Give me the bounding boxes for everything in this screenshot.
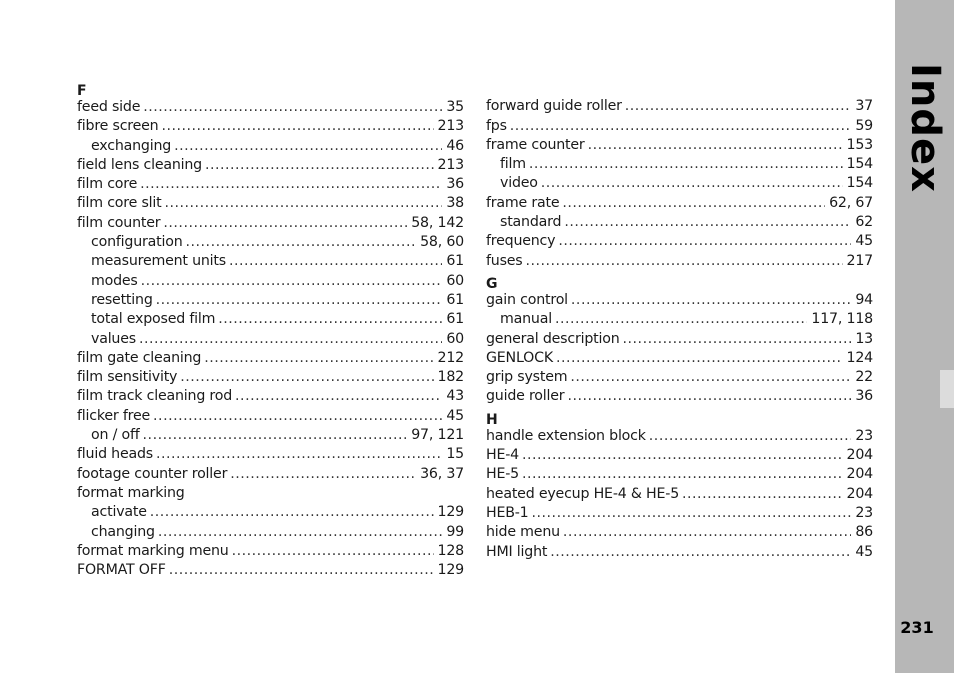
entry-term: HE-5 bbox=[486, 466, 519, 483]
dot-leader bbox=[555, 310, 807, 329]
entry-page: 99 bbox=[446, 523, 464, 540]
dot-leader bbox=[550, 543, 851, 562]
index-entry bbox=[486, 330, 873, 349]
index-entry bbox=[77, 349, 464, 368]
entry-term: film bbox=[500, 156, 526, 173]
entry-page: 36 bbox=[855, 388, 873, 405]
entry-term: film sensitivity bbox=[77, 369, 178, 386]
entry-page: 97, 121 bbox=[411, 427, 464, 444]
dot-leader bbox=[623, 330, 852, 349]
entry-page: 13 bbox=[855, 330, 873, 347]
index-subentry bbox=[77, 503, 464, 522]
index-entry bbox=[77, 175, 464, 194]
entry-term: format marking menu bbox=[77, 542, 229, 559]
dot-leader bbox=[230, 465, 416, 484]
entry-page: 60 bbox=[446, 272, 464, 289]
entry-page: 45 bbox=[855, 233, 873, 250]
dot-leader bbox=[532, 504, 852, 523]
dot-leader bbox=[541, 174, 843, 193]
dot-leader bbox=[529, 155, 843, 174]
entry-page: 60 bbox=[446, 330, 464, 347]
index-subentry bbox=[486, 213, 873, 232]
entry-term: film gate cleaning bbox=[77, 349, 202, 366]
dot-leader bbox=[567, 387, 851, 406]
entry-term: heated eyecup HE-4 & HE-5 bbox=[486, 485, 680, 502]
dot-leader bbox=[510, 117, 852, 136]
index-entry bbox=[486, 485, 873, 504]
index-subentry bbox=[77, 137, 464, 156]
index-entry bbox=[77, 117, 464, 136]
dot-leader bbox=[235, 387, 442, 406]
entry-page: 154 bbox=[846, 156, 873, 173]
entry-page: 128 bbox=[437, 542, 464, 559]
index-entry bbox=[486, 194, 873, 213]
entry-page: 58, 142 bbox=[411, 214, 464, 231]
dot-leader bbox=[153, 407, 442, 426]
entry-page: 153 bbox=[846, 136, 873, 153]
entry-page: 45 bbox=[446, 407, 464, 424]
entry-page: 154 bbox=[846, 175, 873, 192]
entry-page: 23 bbox=[855, 427, 873, 444]
entry-page: 86 bbox=[855, 524, 873, 541]
index-subentry bbox=[77, 233, 464, 252]
index-entry bbox=[486, 523, 873, 542]
entry-term: fuses bbox=[486, 252, 523, 269]
entry-page: 45 bbox=[855, 543, 873, 560]
entry-page: 62 bbox=[855, 214, 873, 231]
dot-leader bbox=[526, 252, 843, 271]
entry-term: fibre screen bbox=[77, 118, 159, 135]
entry-page: 61 bbox=[446, 311, 464, 328]
entry-term: measurement units bbox=[91, 253, 226, 270]
dot-leader bbox=[570, 368, 851, 387]
dot-leader bbox=[143, 98, 442, 117]
entry-term: video bbox=[500, 175, 538, 192]
dot-leader bbox=[564, 213, 851, 232]
entry-term: modes bbox=[91, 272, 138, 289]
dot-leader bbox=[163, 214, 407, 233]
entry-term: exchanging bbox=[91, 137, 172, 154]
entry-page: 38 bbox=[446, 195, 464, 212]
index-subentry bbox=[77, 252, 464, 271]
entry-page: 204 bbox=[846, 447, 873, 464]
index-entry bbox=[486, 349, 873, 368]
entry-term: on / off bbox=[91, 427, 140, 444]
entry-page: 213 bbox=[437, 156, 464, 173]
entry-term: feed side bbox=[77, 99, 141, 115]
entry-term: fps bbox=[486, 117, 507, 134]
entry-term: values bbox=[91, 330, 136, 347]
entry-page: 22 bbox=[855, 369, 873, 386]
index-entry bbox=[77, 214, 464, 233]
entry-term: activate bbox=[91, 504, 147, 521]
entry-term: frequency bbox=[486, 233, 556, 250]
entry-term: film counter bbox=[77, 214, 161, 231]
dot-leader bbox=[141, 272, 443, 291]
dot-leader bbox=[682, 485, 842, 504]
dot-leader bbox=[522, 465, 843, 484]
entry-page: 61 bbox=[446, 253, 464, 270]
entry-page: 23 bbox=[855, 504, 873, 521]
entry-term: HEB-1 bbox=[486, 504, 529, 521]
dot-leader bbox=[563, 523, 851, 542]
dot-leader bbox=[229, 252, 442, 271]
entry-page: 61 bbox=[446, 291, 464, 308]
dot-leader bbox=[140, 175, 442, 194]
entry-term: gain control bbox=[486, 291, 568, 308]
index-entry bbox=[77, 542, 464, 561]
index-entry bbox=[486, 543, 873, 562]
dot-leader bbox=[186, 233, 417, 252]
dot-leader bbox=[165, 194, 443, 213]
dot-leader bbox=[169, 561, 434, 580]
entry-page: 204 bbox=[846, 485, 873, 502]
dot-leader bbox=[232, 542, 434, 561]
entry-term: field lens cleaning bbox=[77, 156, 202, 173]
index-entry bbox=[486, 465, 873, 484]
entry-term: footage counter roller bbox=[77, 465, 228, 482]
entry-term: HMI light bbox=[486, 543, 548, 560]
index-subentry bbox=[77, 310, 464, 329]
index-subentry bbox=[77, 426, 464, 445]
entry-page: 129 bbox=[437, 504, 464, 521]
index-entry bbox=[486, 291, 873, 310]
index-entry bbox=[77, 98, 464, 117]
dot-leader bbox=[139, 330, 442, 349]
entry-page: 117, 118 bbox=[811, 311, 873, 328]
entry-page: 15 bbox=[446, 446, 464, 463]
entry-page: 212 bbox=[437, 349, 464, 366]
index-entry bbox=[486, 117, 873, 136]
entry-term: fluid heads bbox=[77, 446, 153, 463]
entry-term: frame counter bbox=[486, 136, 585, 153]
index-subentry bbox=[486, 174, 873, 193]
dot-leader bbox=[558, 232, 851, 251]
dot-leader bbox=[174, 137, 442, 156]
entry-term: GENLOCK bbox=[486, 349, 553, 366]
entry-term: configuration bbox=[91, 234, 183, 251]
entry-term: HE-4 bbox=[486, 447, 519, 464]
index-subentry bbox=[77, 330, 464, 349]
dot-leader bbox=[218, 310, 442, 329]
index-entry bbox=[77, 156, 464, 175]
section-tab bbox=[940, 370, 954, 408]
dot-leader bbox=[180, 368, 433, 387]
entry-page: 36, 37 bbox=[420, 465, 464, 482]
entry-term: standard bbox=[500, 214, 562, 231]
entry-term: resetting bbox=[91, 291, 153, 308]
index-entry bbox=[77, 484, 464, 503]
dot-leader bbox=[588, 136, 843, 155]
entry-term: changing bbox=[91, 523, 155, 540]
index-entry bbox=[486, 387, 873, 406]
index-entry bbox=[77, 194, 464, 213]
section-letter: G bbox=[486, 275, 498, 292]
index-title-text: Index bbox=[901, 63, 948, 193]
entry-page: 213 bbox=[437, 118, 464, 135]
index-entry bbox=[486, 232, 873, 251]
entry-page: 58, 60 bbox=[420, 234, 464, 251]
dot-leader bbox=[625, 97, 852, 116]
section-letter: F bbox=[77, 83, 87, 99]
entry-term: film track cleaning rod bbox=[77, 388, 233, 405]
index-entry bbox=[77, 561, 464, 580]
entry-page: 62, 67 bbox=[829, 194, 873, 211]
index-subentry bbox=[486, 310, 873, 329]
entry-term: flicker free bbox=[77, 407, 151, 424]
index-entry bbox=[486, 427, 873, 446]
index-subentry bbox=[77, 272, 464, 291]
index-subentry bbox=[77, 523, 464, 542]
dot-leader bbox=[156, 445, 442, 464]
dot-leader bbox=[158, 523, 443, 542]
entry-page: 182 bbox=[437, 369, 464, 386]
entry-term: grip system bbox=[486, 369, 568, 386]
dot-leader bbox=[571, 291, 851, 310]
blank-line bbox=[486, 78, 873, 97]
index-entry bbox=[486, 97, 873, 116]
index-entry bbox=[77, 445, 464, 464]
entry-page: 43 bbox=[446, 388, 464, 405]
index-entry bbox=[77, 465, 464, 484]
index-column-left bbox=[77, 78, 464, 580]
entry-page: 37 bbox=[855, 98, 873, 115]
index-column-right bbox=[486, 78, 873, 562]
entry-page: 35 bbox=[446, 99, 464, 115]
entry-page: 204 bbox=[846, 466, 873, 483]
index-entry bbox=[486, 446, 873, 465]
index-entry bbox=[486, 136, 873, 155]
entry-term: manual bbox=[500, 311, 552, 328]
entry-page: 94 bbox=[855, 291, 873, 308]
entry-term: forward guide roller bbox=[486, 98, 622, 115]
index-subentry bbox=[77, 291, 464, 310]
page-number: 231 bbox=[900, 618, 934, 637]
entry-page: 124 bbox=[846, 349, 873, 366]
dot-leader bbox=[161, 117, 433, 136]
index-entry bbox=[77, 407, 464, 426]
dot-leader bbox=[204, 349, 433, 368]
index-entry bbox=[486, 252, 873, 271]
index-entry bbox=[486, 504, 873, 523]
section-letter: H bbox=[486, 411, 498, 428]
dot-leader bbox=[556, 349, 843, 368]
index-entry bbox=[77, 387, 464, 406]
entry-page: 217 bbox=[846, 252, 873, 269]
entry-term: total exposed film bbox=[91, 311, 216, 328]
dot-leader bbox=[143, 426, 408, 445]
index-title bbox=[895, 0, 954, 200]
entry-term: format marking bbox=[77, 484, 185, 501]
entry-term: FORMAT OFF bbox=[77, 562, 166, 579]
index-entry bbox=[486, 368, 873, 387]
entry-term: frame rate bbox=[486, 194, 560, 211]
entry-page: 129 bbox=[437, 562, 464, 579]
dot-leader bbox=[649, 427, 852, 446]
entry-page: 36 bbox=[446, 176, 464, 193]
index-subentry bbox=[486, 155, 873, 174]
entry-term: handle extension block bbox=[486, 427, 646, 444]
index-entry bbox=[77, 368, 464, 387]
dot-leader bbox=[522, 446, 843, 465]
dot-leader bbox=[156, 291, 443, 310]
entry-term: general description bbox=[486, 330, 620, 347]
dot-leader bbox=[562, 194, 825, 213]
entry-term: film core bbox=[77, 176, 138, 193]
entry-term: hide menu bbox=[486, 524, 560, 541]
dot-leader bbox=[205, 156, 434, 175]
entry-page: 46 bbox=[446, 137, 464, 154]
dot-leader bbox=[150, 503, 434, 522]
entry-page: 59 bbox=[855, 117, 873, 134]
entry-term: film core slit bbox=[77, 195, 162, 212]
entry-term: guide roller bbox=[486, 388, 565, 405]
